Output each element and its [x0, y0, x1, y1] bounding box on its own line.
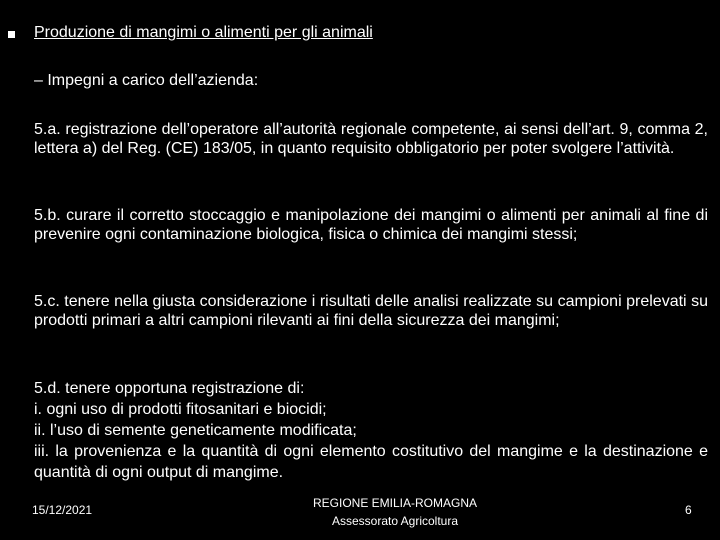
- slide-title: Produzione di mangimi o alimenti per gli animali: [34, 24, 373, 41]
- list-item: ii. l’uso di semente geneticamente modificata;: [34, 422, 357, 439]
- subtitle: – Impegni a carico dell’azienda:: [34, 72, 259, 89]
- footer-organization: [270, 494, 520, 530]
- footer-date: 15/12/2021: [32, 503, 93, 517]
- footer-org-line1: REGIONE EMILIA-ROMAGNA: [312, 496, 478, 510]
- paragraph-5a: 5.a. registrazione dell’operatore all’autorità regionale competente, ai sensi dell’art. 9, comma 2, lettera a) del Reg. (CE) 183/05, in quanto requisito obbligatorio per poter svolgere l’attività.: [34, 121, 708, 157]
- paragraph-5c: 5.c. tenere nella giusta considerazione i risultati delle analisi realizzate su campioni prelevati su prodotti primari a altri campioni rilevanti ai fini della sicurezza dei mangimi;: [34, 293, 708, 329]
- paragraph-5d-heading: 5.d. tenere opportuna registrazione di:: [34, 380, 305, 397]
- list-item: i. ogni uso di prodotti fitosanitari e biocidi;: [34, 401, 327, 418]
- page-number: 6: [685, 503, 692, 517]
- bullet-square-icon: [8, 31, 15, 38]
- paragraph-5b: 5.b. curare il corretto stoccaggio e manipolazione dei mangimi o alimenti per animali al fine di prevenire ogni contaminazione biologica, fisica o chimica dei mangimi stessi;: [34, 207, 708, 243]
- footer-org-line2: Assessorato Agricoltura: [331, 514, 459, 528]
- list-item: iii. la provenienza e la quantità di ogni elemento costitutivo del mangime e la destinazione e quantità di ogni output di mangime.: [34, 443, 708, 481]
- paragraph-5d: [34, 378, 708, 483]
